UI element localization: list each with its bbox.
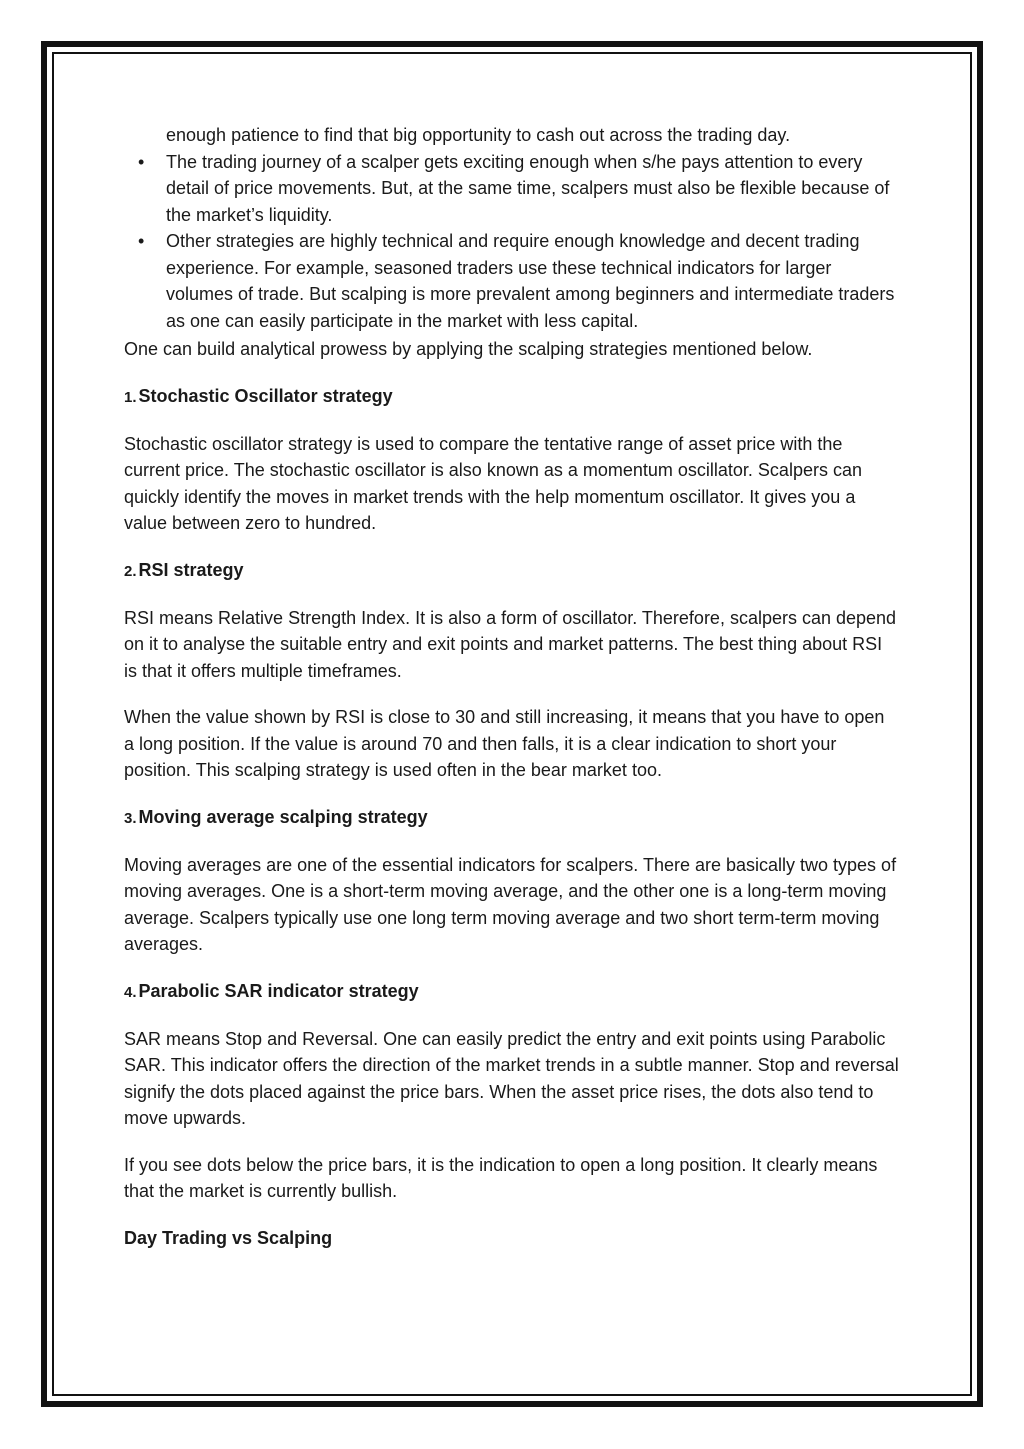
section-title: Parabolic SAR indicator strategy (138, 980, 419, 1001)
section-heading-stochastic (124, 383, 899, 411)
section-number: 1. (124, 388, 137, 406)
section-heading-moving-average (124, 804, 899, 832)
section-heading-rsi (124, 557, 899, 585)
paragraph-sar-definition: SAR means Stop and Reversal. One can easily predict the entry and exit points using Parabolic SAR. This indicator offers the direction of the market trends in a subtle manner. Stop and reversal signify the dots placed against the price bars. When the asset price rises, the dots also tend to move upwards. (124, 1028, 899, 1128)
section-heading-parabolic-sar (124, 978, 899, 1006)
intro-paragraph: One can build analytical prowess by applying the scalping strategies mentioned below. (124, 339, 813, 359)
paragraph-rsi-definition: RSI means Relative Strength Index. It is also a form of oscillator. Therefore, scalpers can depend on it to analyse the suitable entry and exit points and market patterns. The best thing about RSI is that it offers multiple timeframes. (124, 607, 897, 681)
paragraph-rsi-values: When the value shown by RSI is close to 30 and still increasing, it means that you have to open a long position. If the value is around 70 and then falls, it is a clear indication to short your position. This scalping strategy is used often in the bear market too. (124, 707, 885, 780)
paragraph-sar-dots: If you see dots below the price bars, it is the indication to open a long position. It clearly means that the market is currently bullish. (124, 1154, 878, 1201)
paragraph-moving-average: Moving averages are one of the essential indicators for scalpers. There are basically two types of moving averages. One is a short-term moving average, and the other one is a long-term moving average. Scalpers typically use one long term moving average and two short term-term moving averages. (124, 854, 897, 954)
bullet-list (124, 122, 899, 334)
paragraph-stochastic: Stochastic oscillator strategy is used to compare the tentative range of asset price with the current price. The stochastic oscillator is also known as a momentum oscillator. Scalpers can quickly identify the moves in market trends with the help momentum oscillator. It gives you a value between zero to hundred. (124, 433, 862, 533)
section-number: 2. (124, 562, 137, 580)
bullet-item-other-strategies: • Other strategies are highly technical and require enough knowledge and decent trading experience. For example, seasoned traders use these technical indicators for larger volumes of trade. But scalping is more prevalent among beginners and intermediate traders as one can easily participate in the market with less capital. (124, 228, 899, 334)
heading-day-trading-vs-scalping: Day Trading vs Scalping (124, 1227, 333, 1248)
bullet-item-continued: enough patience to find that big opportunity to cash out across the trading day. (166, 125, 791, 145)
bullet-item-scalper-journey: • The trading journey of a scalper gets exciting enough when s/he pays attention to every detail of price movements. But, at the same time, scalpers must also be flexible because of the market’s liquidity. (124, 149, 899, 229)
section-title: Stochastic Oscillator strategy (138, 385, 393, 406)
section-number: 3. (124, 809, 137, 827)
section-title: Moving average scalping strategy (138, 806, 428, 827)
document-body (124, 122, 899, 1251)
section-number: 4. (124, 983, 137, 1001)
section-title: RSI strategy (138, 559, 244, 580)
